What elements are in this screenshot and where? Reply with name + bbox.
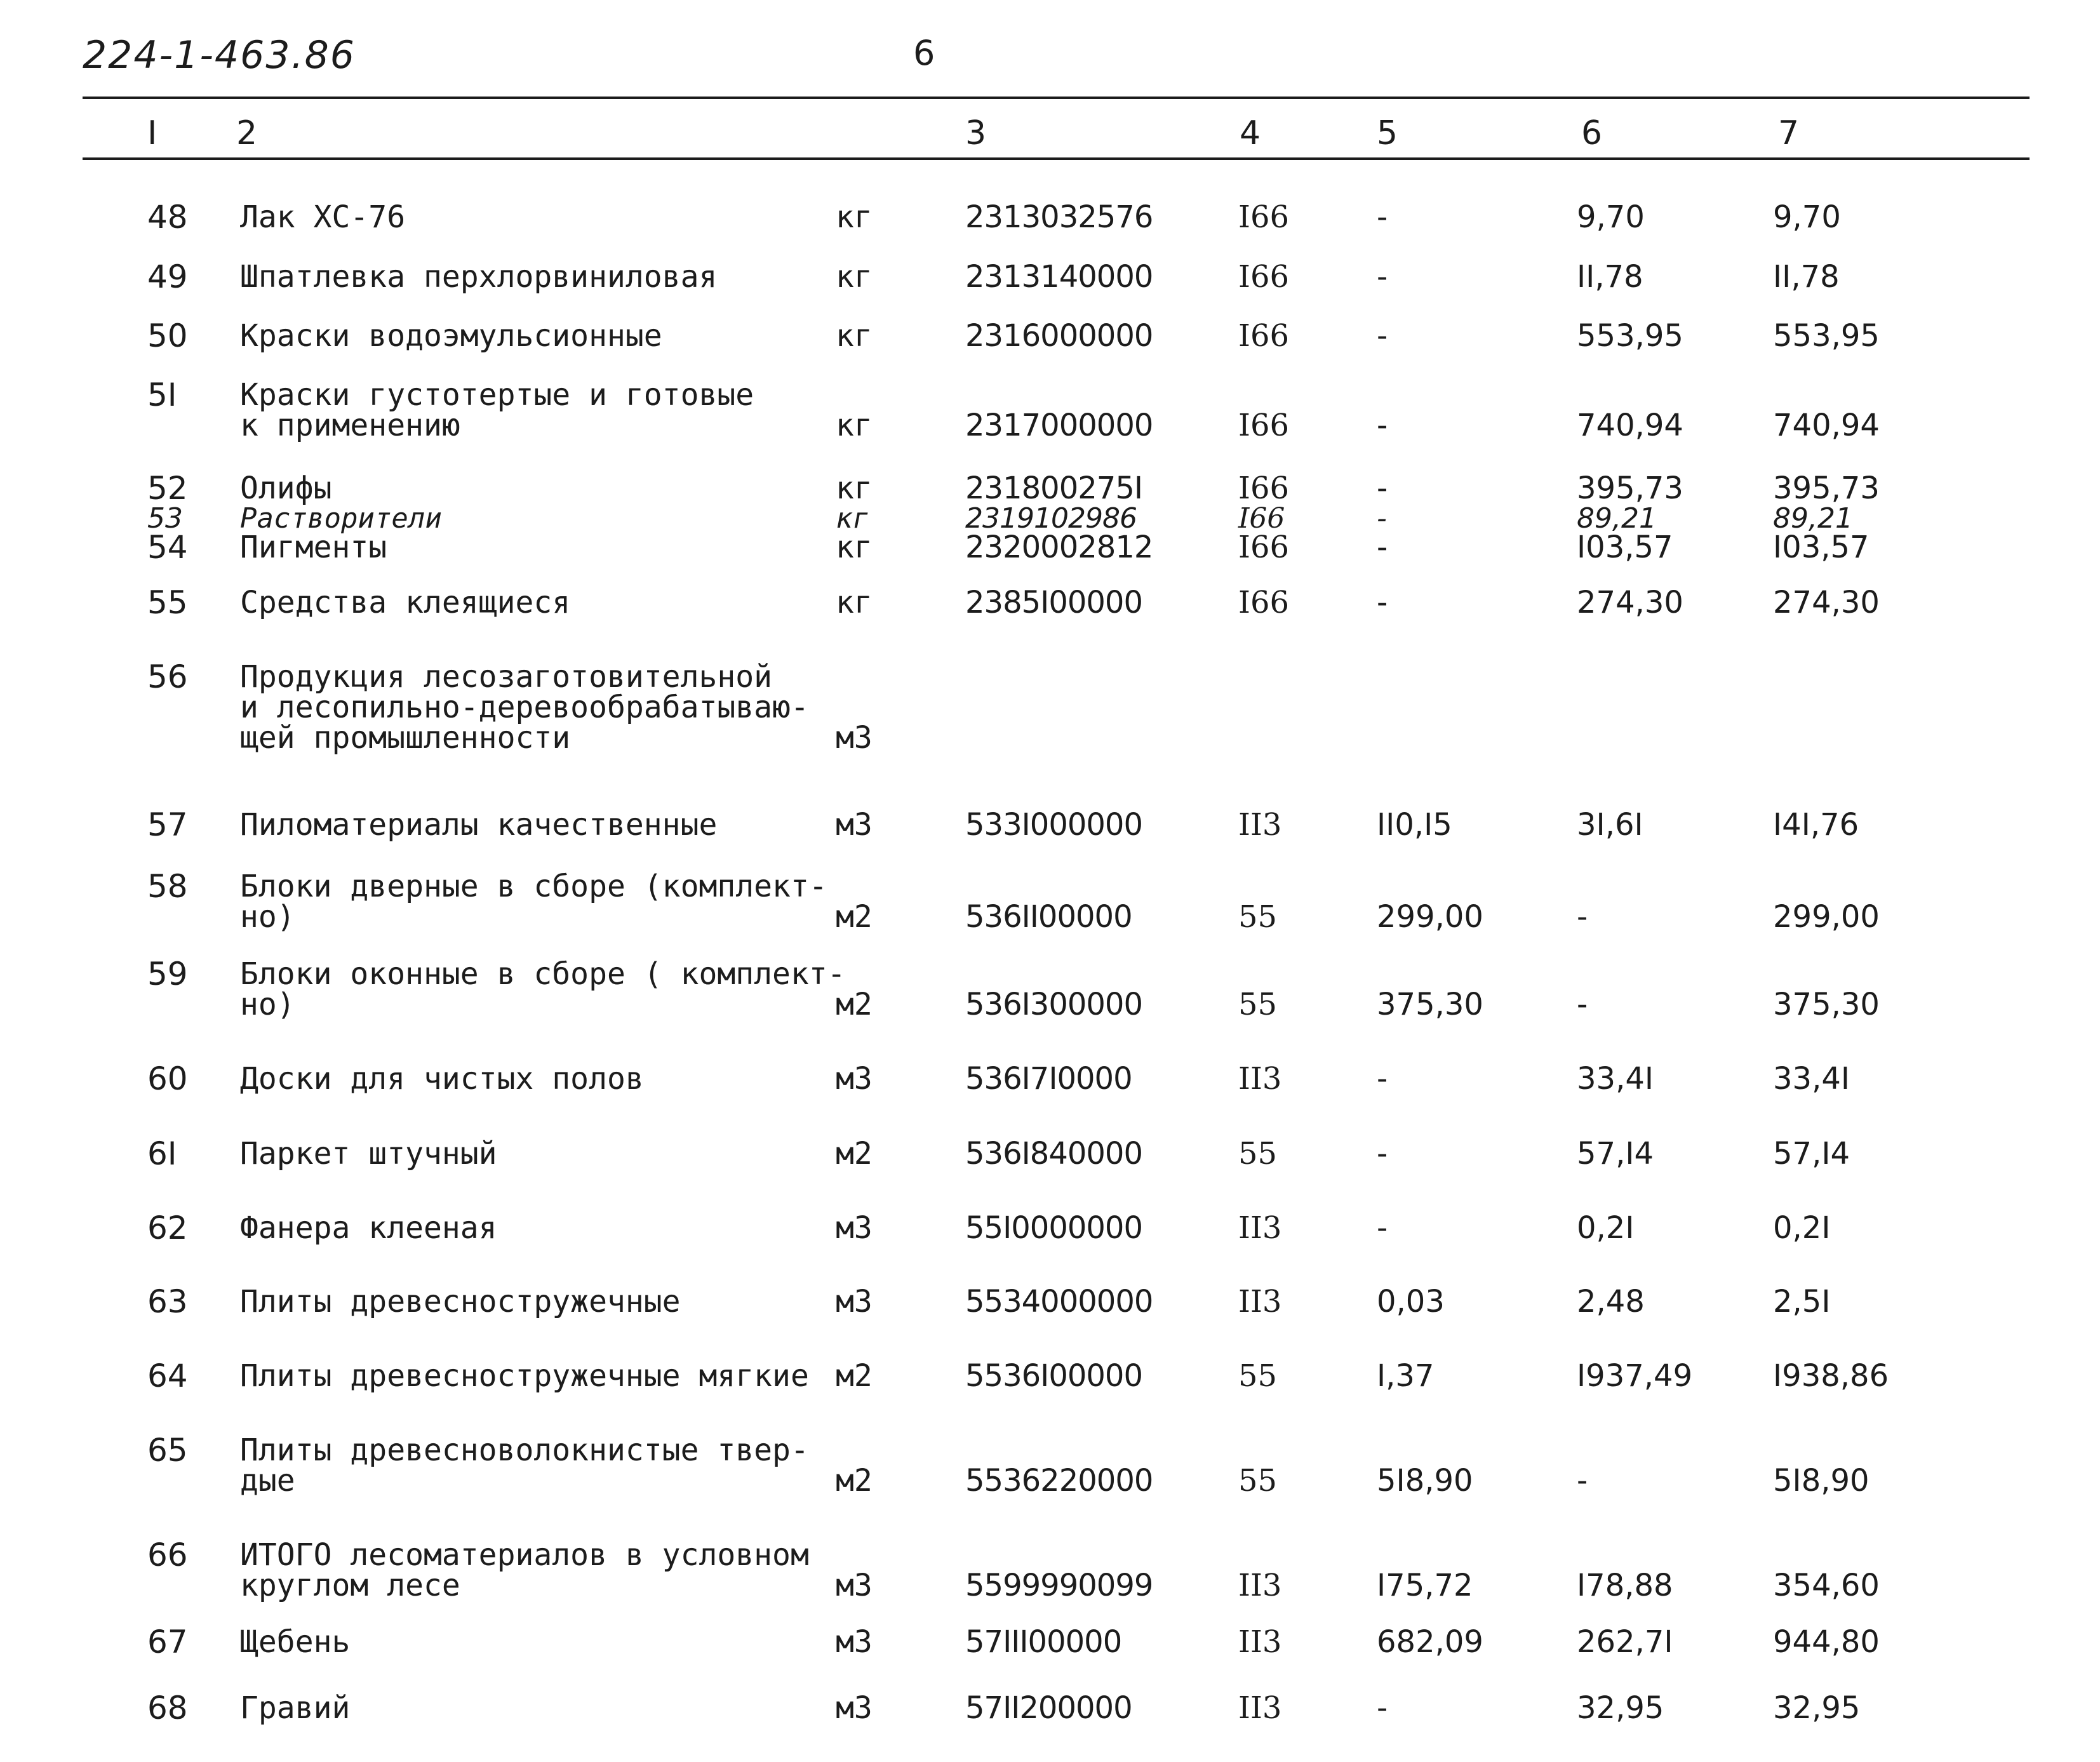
cell-num: 59	[147, 956, 188, 992]
cell-code: 536I840000	[965, 1136, 1143, 1171]
cell-c5: -	[1377, 1690, 1388, 1726]
cell-c5: 682,09	[1377, 1624, 1483, 1660]
cell-num: 64	[147, 1358, 188, 1394]
cell-unit: кг	[836, 408, 873, 443]
cell-c4: I66	[1238, 530, 1290, 565]
cell-num: 49	[147, 258, 188, 295]
cell-num: 54	[147, 529, 188, 566]
cell-c5: -	[1377, 408, 1388, 443]
cell-c6: 9,70	[1577, 199, 1645, 235]
cell-c5: I75,72	[1377, 1568, 1473, 1603]
cell-code: 57III00000	[965, 1624, 1122, 1660]
cell-unit: м2	[836, 899, 873, 935]
cell-c6: 57,I4	[1577, 1136, 1654, 1171]
cell-code: 2317000000	[965, 408, 1153, 443]
cell-name: Лак ХС-76	[240, 199, 406, 235]
cell-code: 2313032576	[965, 199, 1153, 235]
cell-c4: 55	[1238, 1136, 1278, 1171]
cell-num: 67	[147, 1624, 188, 1660]
cell-name: Гравий	[240, 1690, 351, 1726]
cell-c6: I03,57	[1577, 530, 1673, 565]
cell-name: Щебень	[240, 1624, 351, 1660]
cell-c4: I66	[1238, 502, 1285, 535]
cell-c4: II3	[1238, 1284, 1282, 1319]
cell-c5: -	[1377, 199, 1388, 235]
cell-num: 6I	[147, 1135, 177, 1172]
cell-c4: I66	[1238, 259, 1290, 295]
cell-c4: II3	[1238, 1061, 1282, 1097]
cell-c7: I938,86	[1773, 1358, 1889, 1394]
cell-c5: -	[1377, 259, 1388, 295]
cell-name: Краски густотертые и готовые к применению	[240, 377, 754, 443]
page-number: 6	[913, 33, 935, 73]
cell-name: Продукция лесозаготовительной и лесопильно-деревообрабатываю- щей промышленности	[240, 659, 809, 756]
cell-name: Плиты древесностружечные мягкие	[240, 1358, 809, 1394]
cell-code: 5536I00000	[965, 1358, 1143, 1394]
cell-c5: 375,30	[1377, 987, 1483, 1022]
cell-unit: м3	[836, 1568, 873, 1603]
cell-c7: 5I8,90	[1773, 1463, 1869, 1498]
cell-code: 2319102986	[965, 502, 1137, 535]
cell-unit: м2	[836, 987, 873, 1022]
cell-c6: 33,4I	[1577, 1061, 1654, 1097]
cell-c6: 553,95	[1577, 318, 1683, 354]
cell-c5: 0,03	[1377, 1284, 1445, 1319]
cell-c7: 0,2I	[1773, 1210, 1831, 1246]
cell-num: 5I	[147, 377, 177, 413]
cell-c7: 553,95	[1773, 318, 1880, 354]
cell-c7: 274,30	[1773, 585, 1880, 620]
cell-unit: кг	[836, 259, 873, 295]
cell-c6: I78,88	[1577, 1568, 1673, 1603]
cell-c6: 2,48	[1577, 1284, 1645, 1319]
column-header-6: 6	[1581, 114, 1603, 152]
cell-unit: м3	[836, 1624, 873, 1660]
column-header-3: 3	[965, 114, 987, 152]
cell-c6: 395,73	[1577, 471, 1683, 506]
cell-c4: 55	[1238, 1463, 1278, 1498]
cell-c7: 740,94	[1773, 408, 1880, 443]
cell-code: 536I7I0000	[965, 1061, 1132, 1097]
cell-name: Пигменты	[240, 530, 387, 565]
cell-unit: м3	[836, 1210, 873, 1246]
cell-c6: 32,95	[1577, 1690, 1664, 1726]
cell-c5: -	[1377, 530, 1388, 565]
cell-code: 5536220000	[965, 1463, 1153, 1498]
cell-c7: I4I,76	[1773, 807, 1859, 843]
cell-c5: 299,00	[1377, 899, 1483, 935]
cell-num: 55	[147, 584, 188, 621]
cell-name: Пиломатериалы качественные	[240, 807, 718, 843]
cell-unit: м3	[836, 1690, 873, 1726]
cell-code: 5599990099	[965, 1568, 1153, 1603]
cell-c7: 9,70	[1773, 199, 1841, 235]
cell-c5: 5I8,90	[1377, 1463, 1473, 1498]
cell-num: 63	[147, 1283, 188, 1320]
cell-num: 68	[147, 1690, 188, 1726]
cell-c7: 375,30	[1773, 987, 1880, 1022]
cell-unit: кг	[836, 530, 873, 565]
cell-unit: кг	[836, 502, 869, 535]
cell-c4: II3	[1238, 1624, 1282, 1660]
column-header-7: 7	[1778, 114, 1800, 152]
cell-c4: 55	[1238, 899, 1278, 935]
cell-code: 2320002812	[965, 530, 1153, 565]
cell-unit: м3	[836, 807, 873, 843]
cell-c7: 944,80	[1773, 1624, 1880, 1660]
cell-name: Средства клеящиеся	[240, 585, 571, 620]
cell-num: 58	[147, 868, 188, 905]
cell-c4: I66	[1238, 585, 1290, 620]
cell-c5: -	[1377, 502, 1387, 535]
cell-c5: -	[1377, 471, 1388, 506]
cell-c7: 354,60	[1773, 1568, 1880, 1603]
cell-c7: I03,57	[1773, 530, 1869, 565]
cell-c4: I66	[1238, 199, 1290, 235]
cell-num: 60	[147, 1060, 188, 1097]
cell-c5: -	[1377, 1210, 1388, 1246]
cell-c6: 3I,6I	[1577, 807, 1643, 843]
cell-c4: II3	[1238, 807, 1282, 843]
cell-num: 52	[147, 470, 188, 507]
cell-c4: II3	[1238, 1210, 1282, 1246]
cell-num: 57	[147, 806, 188, 843]
cell-c4: 55	[1238, 1358, 1278, 1394]
cell-c7: 2,5I	[1773, 1284, 1831, 1319]
cell-num: 65	[147, 1432, 188, 1469]
cell-c5: I,37	[1377, 1358, 1435, 1394]
cell-unit: м2	[836, 1358, 873, 1394]
cell-code: 2313140000	[965, 259, 1153, 295]
cell-c6: 89,21	[1577, 502, 1657, 535]
cell-c7: 395,73	[1773, 471, 1880, 506]
cell-unit: м2	[836, 1136, 873, 1171]
cell-name: Фанера клееная	[240, 1210, 497, 1246]
cell-unit: кг	[836, 585, 873, 620]
column-header-2: 2	[236, 114, 258, 152]
cell-name: Шпатлевка перхлорвиниловая	[240, 259, 718, 295]
cell-num: 56	[147, 658, 188, 695]
cell-name: Блоки дверные в сборе (комплект- но)	[240, 869, 827, 935]
cell-c6: 274,30	[1577, 585, 1683, 620]
cell-c6: -	[1577, 1463, 1588, 1498]
cell-c7: 32,95	[1773, 1690, 1861, 1726]
cell-name: Растворители	[240, 502, 442, 535]
cell-code: 536II00000	[965, 899, 1132, 935]
cell-unit: кг	[836, 471, 873, 506]
cell-c5: -	[1377, 318, 1388, 354]
cell-c4: 55	[1238, 987, 1278, 1022]
column-header-1: I	[147, 114, 157, 152]
cell-code: 231800275I	[965, 471, 1143, 506]
top-rule	[83, 97, 2030, 99]
cell-c5: -	[1377, 585, 1388, 620]
cell-name: ИТОГО лесоматериалов в условном круглом лесе	[240, 1537, 809, 1603]
cell-c7: 57,I4	[1773, 1136, 1850, 1171]
cell-code: 2385I00000	[965, 585, 1143, 620]
cell-c4: I66	[1238, 408, 1290, 443]
cell-code: 57II200000	[965, 1690, 1132, 1726]
cell-c5: -	[1377, 1061, 1388, 1097]
cell-name: Паркет штучный	[240, 1136, 497, 1171]
cell-code: 536I300000	[965, 987, 1143, 1022]
document-code: 224-1-463.86	[83, 33, 356, 77]
cell-c6: 740,94	[1577, 408, 1683, 443]
cell-unit: м3	[836, 1284, 873, 1319]
cell-num: 48	[147, 199, 188, 236]
cell-c6: 0,2I	[1577, 1210, 1635, 1246]
cell-name: Краски водоэмульсионные	[240, 318, 662, 354]
cell-c6: -	[1577, 899, 1588, 935]
cell-code: 55I0000000	[965, 1210, 1143, 1246]
cell-name: Плиты древесноволокнистые твер- дые	[240, 1432, 809, 1498]
cell-c5: -	[1377, 1136, 1388, 1171]
cell-c7: II,78	[1773, 259, 1840, 295]
cell-c6: I937,49	[1577, 1358, 1693, 1394]
cell-c7: 299,00	[1773, 899, 1880, 935]
cell-c7: 33,4I	[1773, 1061, 1850, 1097]
cell-name: Олифы	[240, 471, 332, 506]
cell-num: 53	[147, 502, 183, 535]
cell-c4: I66	[1238, 318, 1290, 354]
cell-unit: м2	[836, 1463, 873, 1498]
cell-unit: кг	[836, 318, 873, 354]
cell-code: 2316000000	[965, 318, 1153, 354]
cell-name: Плиты древесностружечные	[240, 1284, 681, 1319]
column-header-4: 4	[1240, 114, 1261, 152]
cell-num: 50	[147, 317, 188, 354]
header-rule	[83, 157, 2030, 160]
cell-code: 533I000000	[965, 807, 1143, 843]
cell-c4: I66	[1238, 471, 1290, 506]
cell-c7: 89,21	[1773, 502, 1853, 535]
cell-c4: II3	[1238, 1568, 1282, 1603]
cell-code: 5534000000	[965, 1284, 1153, 1319]
cell-unit: м3	[836, 1061, 873, 1097]
column-header-5: 5	[1377, 114, 1398, 152]
cell-c5: II0,I5	[1377, 807, 1452, 843]
cell-c6: II,78	[1577, 259, 1643, 295]
cell-c4: II3	[1238, 1690, 1282, 1726]
cell-c6: -	[1577, 987, 1588, 1022]
cell-unit: кг	[836, 199, 873, 235]
cell-name: Доски для чистых полов	[240, 1061, 644, 1097]
cell-num: 66	[147, 1537, 188, 1573]
cell-num: 62	[147, 1210, 188, 1246]
cell-unit: м3	[836, 720, 873, 756]
cell-name: Блоки оконные в сборе ( комплект- но)	[240, 956, 846, 1022]
cell-c6: 262,7I	[1577, 1624, 1673, 1660]
